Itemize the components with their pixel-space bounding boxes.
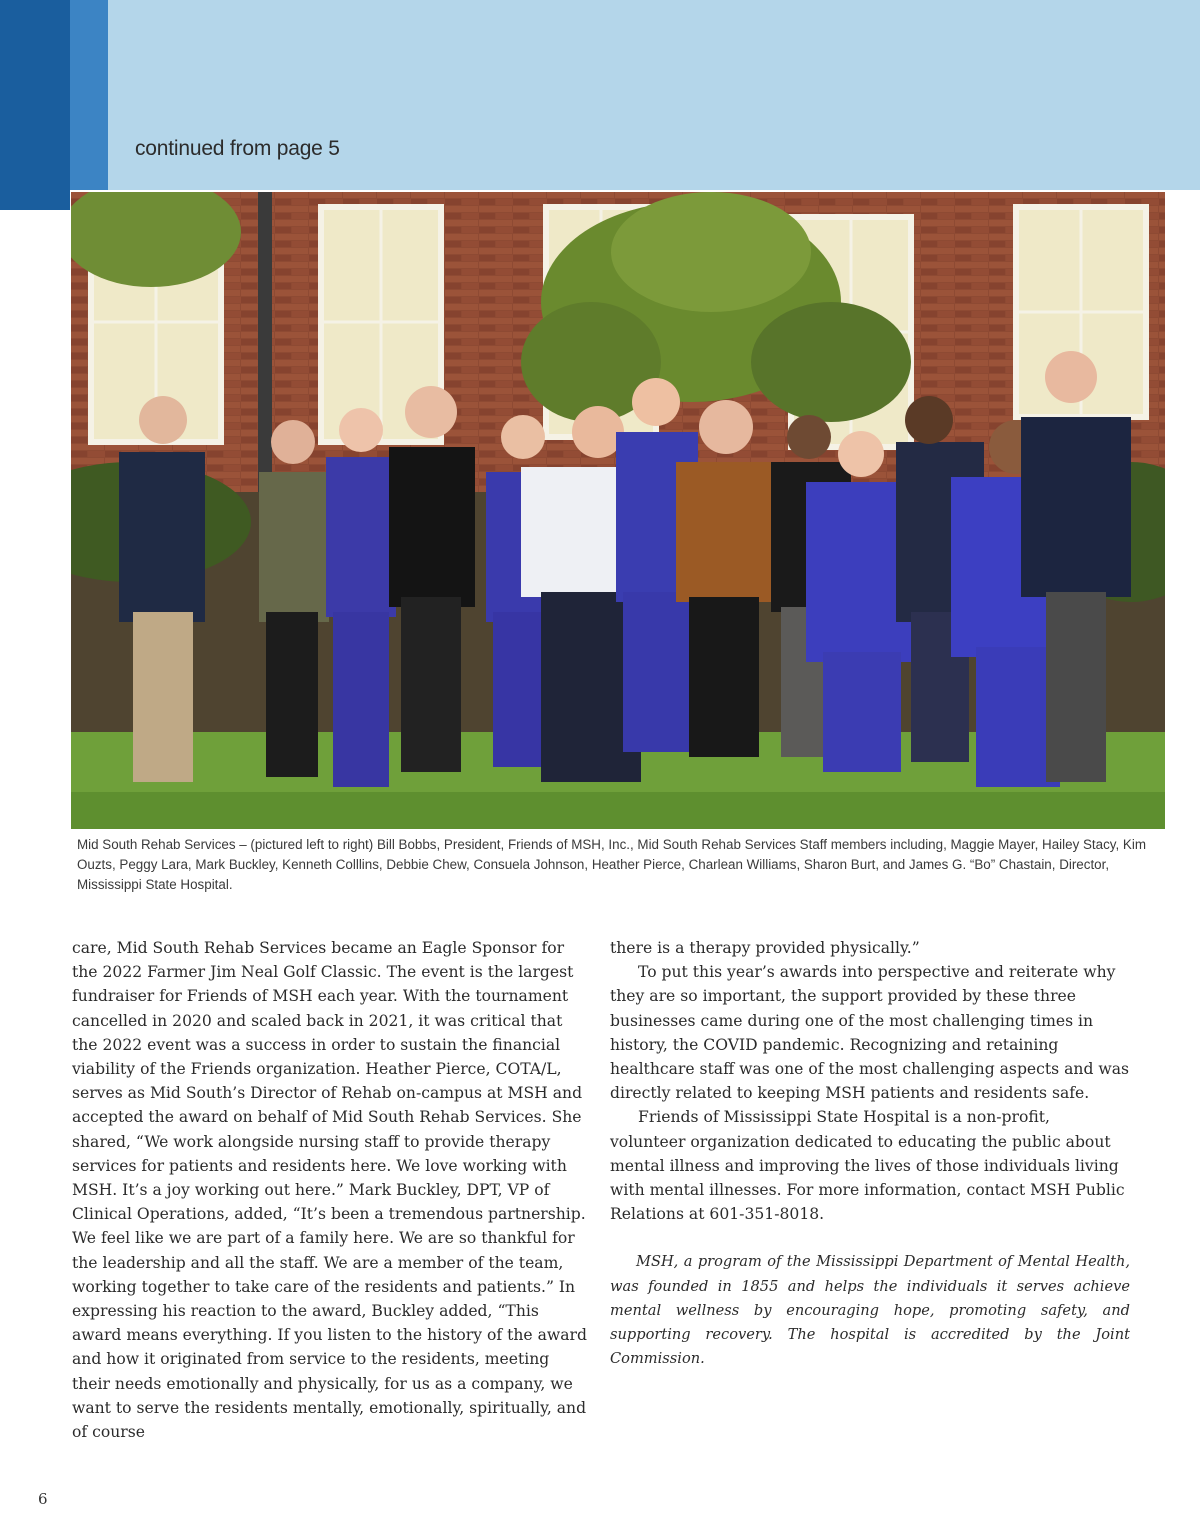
photo-caption: Mid South Rehab Services – (pictured left to right) Bill Bobbs, President, Friends of MSH, Inc., Mid South Rehab Services Staff members including, Maggie Mayer, Hailey Stacy, Kim Ouzts, Peggy Lara, Mark Buckley, Kenneth Colllins, Debbie Chew, Consuela Johnson, Heather Pierce, Charlean Williams, Sharon Burt, and James G. “Bo” Chastain, Director, Mississippi State Hospital. [77, 837, 1146, 892]
article-paragraph: Friends of Mississippi State Hospital is a non-profit, volunteer organization dedicated to educating the public about mental illness and improving the lives of those individuals living with mental illnesses. For more information, contact MSH Public Relations at 601-351-8018. [610, 1108, 1125, 1224]
msh-note: MSH, a program of the Mississippi Department of Mental Health, was founded in 1855 and helps the individuals it serves achieve mental wellness by encouraging hope, promoting safety, and supporting recovery. The hospital is accredited by the Joint Commission. [610, 1253, 1130, 1368]
header-accent-mid [70, 0, 108, 190]
article-column-left [72, 936, 587, 1444]
article-paragraph: To put this year’s awards into perspective and reiterate why they are so important, the support provided by these three businesses came during one of the most challenging times in history, the COVID pandemic. Recognizing and retaining healthcare staff was one of the most challenging aspects and was directly related to keeping MSH patients and residents safe. [610, 963, 1130, 1103]
header-accent-dark [0, 0, 70, 210]
page-number: 6 [38, 1490, 48, 1508]
continued-label: continued from page 5 [135, 137, 340, 160]
group-photo [71, 192, 1165, 829]
article-column-right [610, 936, 1130, 1371]
header-band [0, 0, 1200, 190]
article-paragraph: there is a therapy provided physically.” [610, 939, 920, 957]
article-paragraph: care, Mid South Rehab Services became an Eagle Sponsor for the 2022 Farmer Jim Neal Golf Classic. The event is the largest fundraiser for Friends of MSH each year. With the tournament cancelled in 2020 and scaled back in 2021, it was critical that the 2022 event was a success in order to sustain the financial viability of the Friends organization. Heather Pierce, COTA/L, serves as Mid South’s Director of Rehab on-campus at MSH and accepted the award on behalf of Mid South Rehab Services. She shared, “We work alongside nursing staff to provide therapy services for patients and residents here. We love working with MSH. It’s a joy working out here.” Mark Buckley, DPT, VP of Clinical Operations, added, “It’s been a tremendous partnership. We feel like we are part of a family here. We are so thankful for the leadership and all the staff. We are a member of the team, working together to take care of the residents and patients.” In expressing his reaction to the award, Buckley added, “This award means everything. If you listen to the history of the award and how it originated from service to the residents, meeting their needs emotionally and physically, for us as a company, we want to serve the residents mentally, emotionally, spiritually, and of course [72, 939, 587, 1442]
